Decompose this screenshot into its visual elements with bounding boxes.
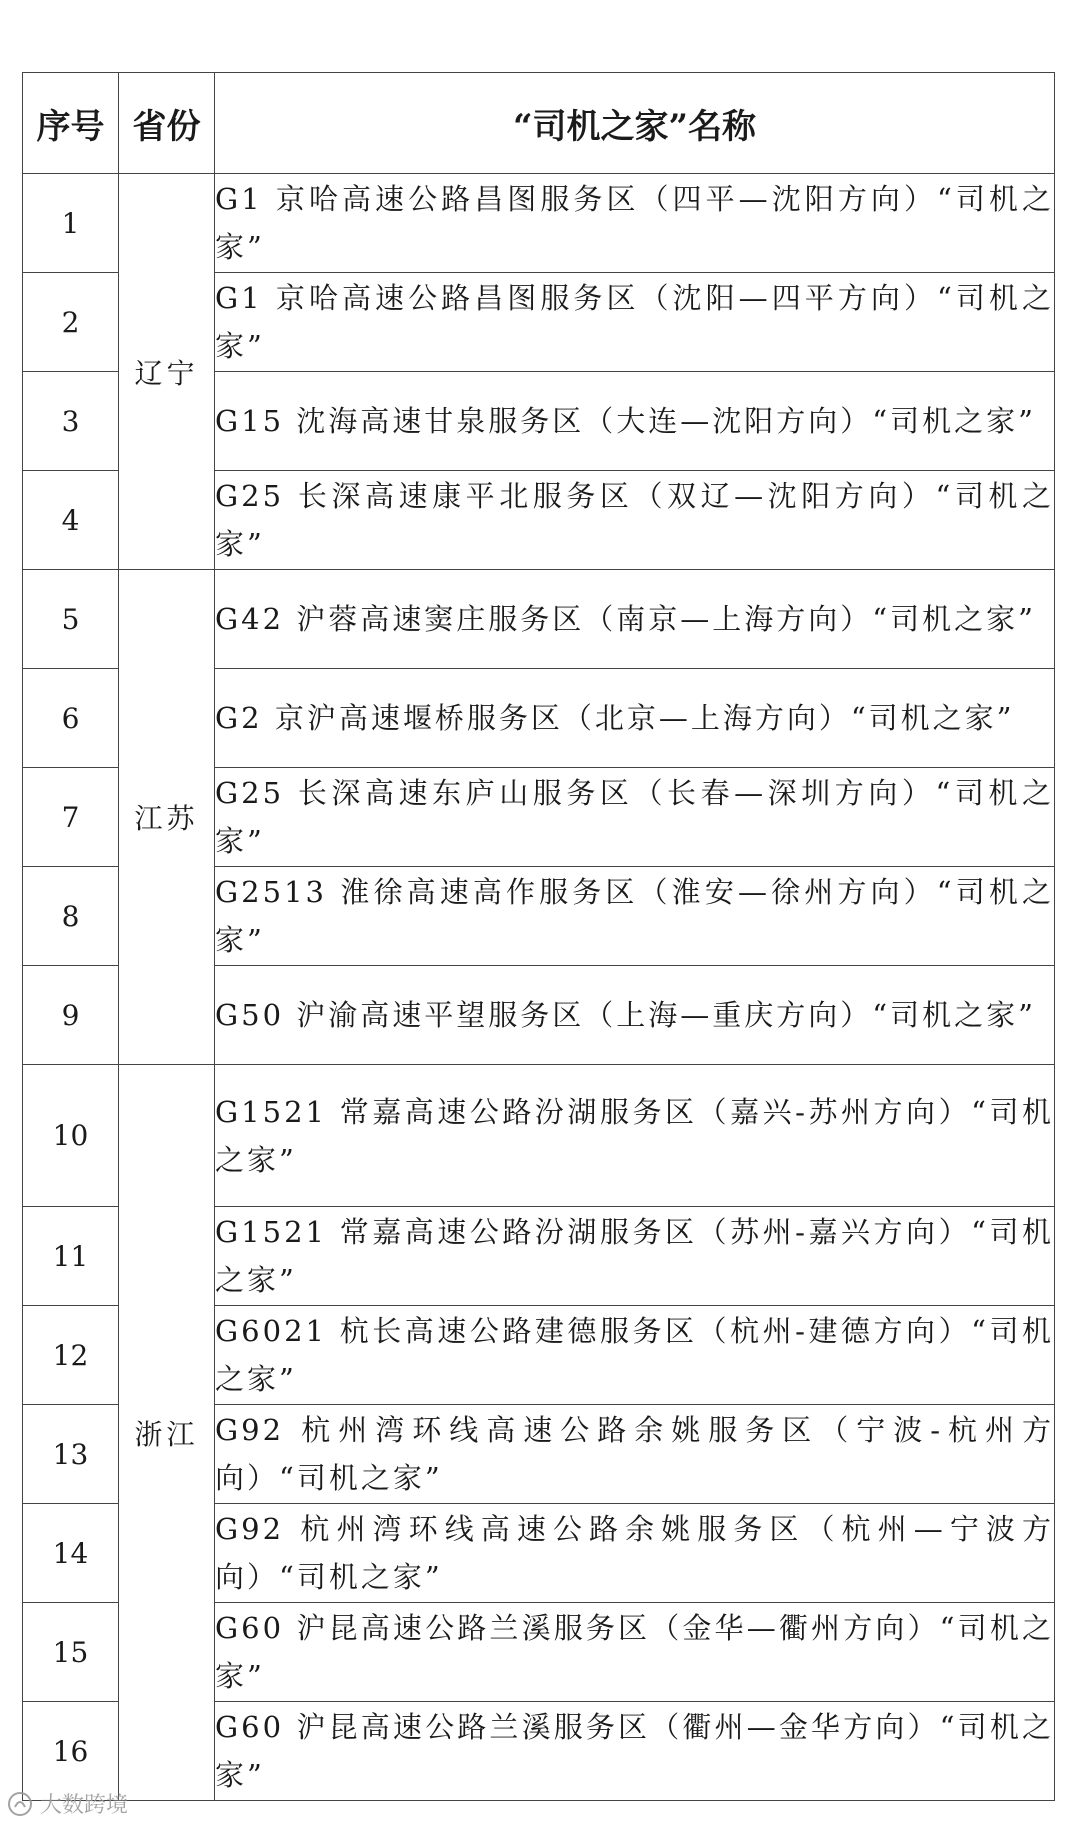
row-name: G2513 淮徐高速高作服务区（淮安—徐州方向）“司机之家” — [215, 867, 1055, 966]
row-index: 5 — [23, 570, 119, 669]
header-name: “司机之家”名称 — [215, 73, 1055, 174]
table-row — [23, 570, 1055, 669]
table-row — [23, 1065, 1055, 1207]
row-name: G25 长深高速东庐山服务区（长春—深圳方向）“司机之家” — [215, 768, 1055, 867]
watermark — [6, 1788, 128, 1819]
row-index: 8 — [23, 867, 119, 966]
watermark-text: 大数跨境 — [40, 1793, 129, 1818]
row-index: 10 — [23, 1065, 119, 1207]
row-index: 4 — [23, 471, 119, 570]
watermark-logo-icon — [6, 1790, 34, 1818]
row-index: 9 — [23, 966, 119, 1065]
row-name: G42 沪蓉高速窦庄服务区（南京—上海方向）“司机之家” — [215, 570, 1055, 669]
row-index: 15 — [23, 1603, 119, 1702]
table-header-row — [23, 73, 1055, 174]
row-name: G15 沈海高速甘泉服务区（大连—沈阳方向）“司机之家” — [215, 372, 1055, 471]
service-area-table — [22, 72, 1055, 1801]
row-index: 1 — [23, 174, 119, 273]
row-name: G2 京沪高速堰桥服务区（北京—上海方向）“司机之家” — [215, 669, 1055, 768]
province-liaoning: 辽宁 — [119, 174, 215, 570]
row-index: 3 — [23, 372, 119, 471]
row-index: 6 — [23, 669, 119, 768]
row-index: 13 — [23, 1405, 119, 1504]
row-name: G92 杭州湾环线高速公路余姚服务区（杭州—宁波方向）“司机之家” — [215, 1504, 1055, 1603]
row-name: G1 京哈高速公路昌图服务区（沈阳—四平方向）“司机之家” — [215, 273, 1055, 372]
row-name: G25 长深高速康平北服务区（双辽—沈阳方向）“司机之家” — [215, 471, 1055, 570]
table-row — [23, 174, 1055, 273]
row-name: G6021 杭长高速公路建德服务区（杭州-建德方向）“司机之家” — [215, 1306, 1055, 1405]
row-name: G1 京哈高速公路昌图服务区（四平—沈阳方向）“司机之家” — [215, 174, 1055, 273]
province-jiangsu: 江苏 — [119, 570, 215, 1065]
row-name: G60 沪昆高速公路兰溪服务区（衢州—金华方向）“司机之家” — [215, 1702, 1055, 1801]
row-name: G1521 常嘉高速公路汾湖服务区（嘉兴-苏州方向）“司机之家” — [215, 1065, 1055, 1207]
row-index: 14 — [23, 1504, 119, 1603]
header-province: 省份 — [119, 73, 215, 174]
row-name: G92 杭州湾环线高速公路余姚服务区（宁波-杭州方向）“司机之家” — [215, 1405, 1055, 1504]
row-name: G50 沪渝高速平望服务区（上海—重庆方向）“司机之家” — [215, 966, 1055, 1065]
row-index: 12 — [23, 1306, 119, 1405]
row-index: 11 — [23, 1207, 119, 1306]
row-index: 16 — [23, 1702, 119, 1801]
row-index: 2 — [23, 273, 119, 372]
row-name: G1521 常嘉高速公路汾湖服务区（苏州-嘉兴方向）“司机之家” — [215, 1207, 1055, 1306]
province-zhejiang: 浙江 — [119, 1065, 215, 1801]
row-index: 7 — [23, 768, 119, 867]
header-index: 序号 — [23, 73, 119, 174]
row-name: G60 沪昆高速公路兰溪服务区（金华—衢州方向）“司机之家” — [215, 1603, 1055, 1702]
